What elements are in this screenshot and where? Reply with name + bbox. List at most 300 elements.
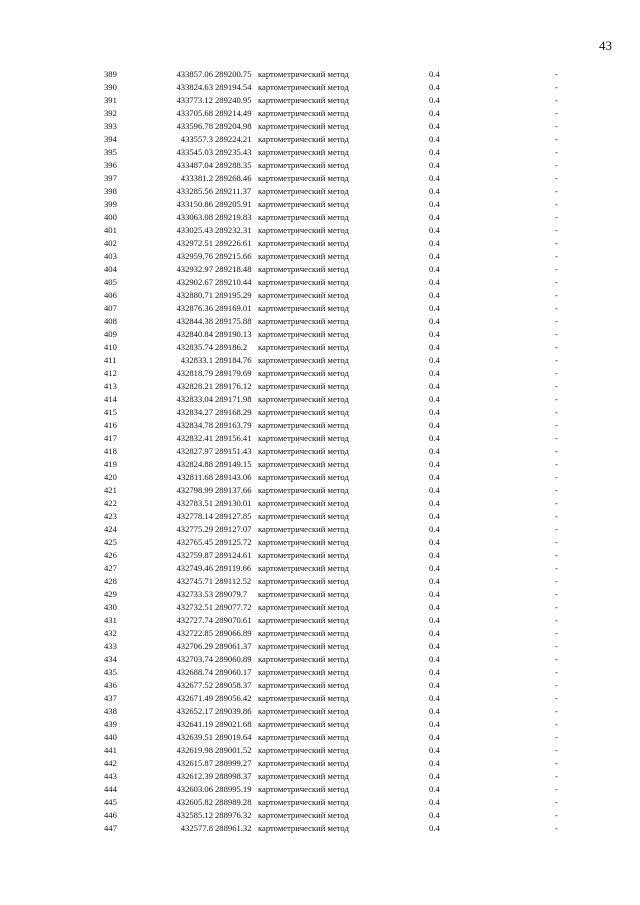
table-row — [0, 601, 640, 614]
coordinate-x: 433487.04 — [176, 160, 213, 170]
point-number: 399 — [104, 199, 117, 209]
coordinate-y: 289130.01 — [215, 498, 252, 508]
note-dash: - — [555, 316, 558, 326]
coordinate-x: 432706.29 — [176, 641, 213, 651]
method-text: картометрический метод — [258, 745, 349, 755]
note-dash: - — [555, 680, 558, 690]
table-row — [0, 822, 640, 835]
error-value: 0.4 — [429, 355, 440, 365]
point-number: 432 — [104, 628, 117, 638]
note-dash: - — [555, 95, 558, 105]
note-dash: - — [555, 160, 558, 170]
coordinate-x: 432775.29 — [176, 524, 213, 534]
coordinate-y: 288999.27 — [215, 758, 252, 768]
coordinate-y: 289021.68 — [215, 719, 252, 729]
note-dash: - — [555, 407, 558, 417]
method-text: картометрический метод — [258, 251, 349, 261]
point-number: 445 — [104, 797, 117, 807]
error-value: 0.4 — [429, 420, 440, 430]
table-row — [0, 94, 640, 107]
method-text: картометрический метод — [258, 212, 349, 222]
table-row — [0, 575, 640, 588]
method-text: картометрический метод — [258, 706, 349, 716]
error-value: 0.4 — [429, 290, 440, 300]
coordinate-y: 289226.61 — [215, 238, 252, 248]
coordinate-x: 433063.08 — [176, 212, 213, 222]
note-dash: - — [555, 485, 558, 495]
error-value: 0.4 — [429, 654, 440, 664]
table-row — [0, 679, 640, 692]
coordinate-x: 432818.79 — [176, 368, 213, 378]
coordinate-x: 433025.43 — [176, 225, 213, 235]
point-number: 442 — [104, 758, 117, 768]
point-number: 409 — [104, 329, 117, 339]
coordinate-x: 432811.68 — [176, 472, 213, 482]
coordinate-x: 432759.87 — [176, 550, 213, 560]
error-value: 0.4 — [429, 134, 440, 144]
error-value: 0.4 — [429, 446, 440, 456]
note-dash: - — [555, 290, 558, 300]
note-dash: - — [555, 667, 558, 677]
point-number: 411 — [104, 355, 117, 365]
table-row — [0, 276, 640, 289]
error-value: 0.4 — [429, 82, 440, 92]
error-value: 0.4 — [429, 485, 440, 495]
coordinate-y: 288976.32 — [215, 810, 252, 820]
method-text: картометрический метод — [258, 797, 349, 807]
method-text: картометрический метод — [258, 121, 349, 131]
method-text: картометрический метод — [258, 576, 349, 586]
error-value: 0.4 — [429, 407, 440, 417]
point-number: 431 — [104, 615, 117, 625]
note-dash: - — [555, 745, 558, 755]
coordinate-x: 432880.71 — [176, 290, 213, 300]
error-value: 0.4 — [429, 329, 440, 339]
method-text: картометрический метод — [258, 537, 349, 547]
error-value: 0.4 — [429, 394, 440, 404]
coordinate-y: 289214.49 — [215, 108, 252, 118]
table-row — [0, 172, 640, 185]
coordinate-x: 432840.84 — [176, 329, 213, 339]
error-value: 0.4 — [429, 641, 440, 651]
coordinate-y: 289210.44 — [215, 277, 252, 287]
coordinate-x: 432577.8 — [180, 823, 213, 833]
coordinate-x: 432671.49 — [176, 693, 213, 703]
coordinate-y: 289240.95 — [215, 95, 252, 105]
coordinate-y: 289171.98 — [215, 394, 252, 404]
error-value: 0.4 — [429, 563, 440, 573]
error-value: 0.4 — [429, 498, 440, 508]
error-value: 0.4 — [429, 303, 440, 313]
note-dash: - — [555, 121, 558, 131]
coordinate-x: 432844.38 — [176, 316, 213, 326]
coordinate-x: 433557.3 — [180, 134, 213, 144]
point-number: 400 — [104, 212, 117, 222]
table-row — [0, 562, 640, 575]
method-text: картометрический метод — [258, 810, 349, 820]
coordinate-x: 432932.97 — [176, 264, 213, 274]
method-text: картометрический метод — [258, 485, 349, 495]
error-value: 0.4 — [429, 251, 440, 261]
point-number: 440 — [104, 732, 117, 742]
note-dash: - — [555, 108, 558, 118]
method-text: картометрический метод — [258, 433, 349, 443]
method-text: картометрический метод — [258, 511, 349, 521]
coordinate-y: 289184.76 — [215, 355, 252, 365]
error-value: 0.4 — [429, 589, 440, 599]
coordinate-x: 432677.52 — [176, 680, 213, 690]
table-row — [0, 770, 640, 783]
coordinate-x: 432798.99 — [176, 485, 213, 495]
table-row — [0, 107, 640, 120]
error-value: 0.4 — [429, 745, 440, 755]
method-text: картометрический метод — [258, 615, 349, 625]
table-row — [0, 250, 640, 263]
error-value: 0.4 — [429, 628, 440, 638]
point-number: 403 — [104, 251, 117, 261]
coordinate-y: 289019.64 — [215, 732, 252, 742]
error-value: 0.4 — [429, 264, 440, 274]
table-row — [0, 185, 640, 198]
method-text: картометрический метод — [258, 628, 349, 638]
note-dash: - — [555, 706, 558, 716]
point-number: 412 — [104, 368, 117, 378]
error-value: 0.4 — [429, 693, 440, 703]
coordinate-y: 289195.29 — [215, 290, 252, 300]
coordinate-x: 432832.41 — [176, 433, 213, 443]
table-row — [0, 302, 640, 315]
coordinate-y: 289186.2 — [215, 342, 248, 352]
table-row — [0, 523, 640, 536]
coordinate-x: 433150.86 — [176, 199, 213, 209]
note-dash: - — [555, 810, 558, 820]
note-dash: - — [555, 615, 558, 625]
coordinate-x: 432585.12 — [176, 810, 213, 820]
note-dash: - — [555, 628, 558, 638]
error-value: 0.4 — [429, 823, 440, 833]
point-number: 436 — [104, 680, 117, 690]
coordinate-y: 289149.15 — [215, 459, 252, 469]
coordinate-y: 288995.19 — [215, 784, 252, 794]
coordinate-y: 289058.37 — [215, 680, 252, 690]
point-number: 405 — [104, 277, 117, 287]
point-number: 391 — [104, 95, 117, 105]
note-dash: - — [555, 420, 558, 430]
method-text: картометрический метод — [258, 472, 349, 482]
method-text: картометрический метод — [258, 160, 349, 170]
coordinate-y: 289204.98 — [215, 121, 252, 131]
point-number: 402 — [104, 238, 117, 248]
coordinate-y: 289168.29 — [215, 407, 252, 417]
method-text: картометрический метод — [258, 342, 349, 352]
table-row — [0, 536, 640, 549]
method-text: картометрический метод — [258, 134, 349, 144]
coordinate-x: 433285.56 — [176, 186, 213, 196]
point-number: 413 — [104, 381, 117, 391]
coordinate-y: 289268.46 — [215, 173, 252, 183]
coordinate-y: 289156.41 — [215, 433, 252, 443]
note-dash: - — [555, 173, 558, 183]
coordinate-y: 289060.89 — [215, 654, 252, 664]
method-text: картометрический метод — [258, 173, 349, 183]
coordinate-x: 432824.88 — [176, 459, 213, 469]
error-value: 0.4 — [429, 173, 440, 183]
method-text: картометрический метод — [258, 758, 349, 768]
note-dash: - — [555, 342, 558, 352]
coordinate-x: 432765.45 — [176, 537, 213, 547]
point-number: 438 — [104, 706, 117, 716]
point-number: 423 — [104, 511, 117, 521]
method-text: картометрический метод — [258, 654, 349, 664]
point-number: 426 — [104, 550, 117, 560]
error-value: 0.4 — [429, 238, 440, 248]
note-dash: - — [555, 134, 558, 144]
note-dash: - — [555, 550, 558, 560]
point-number: 427 — [104, 563, 117, 573]
coordinate-x: 432833.1 — [180, 355, 213, 365]
coordinate-y: 289070.61 — [215, 615, 252, 625]
method-text: картометрический метод — [258, 186, 349, 196]
point-number: 424 — [104, 524, 117, 534]
method-text: картометрический метод — [258, 563, 349, 573]
table-row — [0, 471, 640, 484]
method-text: картометрический метод — [258, 459, 349, 469]
method-text: картометрический метод — [258, 381, 349, 391]
table-row — [0, 419, 640, 432]
coordinate-x: 432612.39 — [176, 771, 213, 781]
error-value: 0.4 — [429, 615, 440, 625]
point-number: 441 — [104, 745, 117, 755]
point-number: 430 — [104, 602, 117, 612]
point-number: 437 — [104, 693, 117, 703]
point-number: 390 — [104, 82, 117, 92]
coordinate-y: 289124.61 — [215, 550, 252, 560]
error-value: 0.4 — [429, 212, 440, 222]
table-row — [0, 367, 640, 380]
table-row — [0, 757, 640, 770]
point-number: 414 — [104, 394, 117, 404]
point-number: 417 — [104, 433, 117, 443]
coordinate-x: 432834.27 — [176, 407, 213, 417]
error-value: 0.4 — [429, 342, 440, 352]
note-dash: - — [555, 823, 558, 833]
table-row — [0, 133, 640, 146]
table-row — [0, 393, 640, 406]
table-row — [0, 237, 640, 250]
point-number: 406 — [104, 290, 117, 300]
table-row — [0, 744, 640, 757]
coordinate-y: 289125.72 — [215, 537, 252, 547]
point-number: 395 — [104, 147, 117, 157]
note-dash: - — [555, 381, 558, 391]
coordinate-y: 289218.48 — [215, 264, 252, 274]
coordinate-y: 289169.01 — [215, 303, 252, 313]
point-number: 446 — [104, 810, 117, 820]
coordinate-y: 289219.83 — [215, 212, 252, 222]
note-dash: - — [555, 576, 558, 586]
error-value: 0.4 — [429, 719, 440, 729]
coordinate-x: 432876.36 — [176, 303, 213, 313]
point-number: 407 — [104, 303, 117, 313]
point-number: 428 — [104, 576, 117, 586]
method-text: картометрический метод — [258, 641, 349, 651]
table-row — [0, 445, 640, 458]
method-text: картометрический метод — [258, 719, 349, 729]
table-row — [0, 627, 640, 640]
table-row — [0, 458, 640, 471]
error-value: 0.4 — [429, 95, 440, 105]
coordinate-y: 289066.89 — [215, 628, 252, 638]
table-row — [0, 432, 640, 445]
coordinate-x: 432972.51 — [176, 238, 213, 248]
note-dash: - — [555, 212, 558, 222]
coordinate-x: 433824.63 — [176, 82, 213, 92]
coordinate-x: 432722.85 — [176, 628, 213, 638]
method-text: картометрический метод — [258, 368, 349, 378]
table-row — [0, 731, 640, 744]
note-dash: - — [555, 498, 558, 508]
error-value: 0.4 — [429, 459, 440, 469]
error-value: 0.4 — [429, 706, 440, 716]
coordinate-x: 432778.14 — [176, 511, 213, 521]
coordinate-y: 289143.06 — [215, 472, 252, 482]
coordinate-y: 288989.28 — [215, 797, 252, 807]
note-dash: - — [555, 459, 558, 469]
coordinate-x: 433857.06 — [176, 69, 213, 79]
table-row — [0, 120, 640, 133]
point-number: 415 — [104, 407, 117, 417]
error-value: 0.4 — [429, 69, 440, 79]
coordinate-y: 289211.37 — [215, 186, 252, 196]
error-value: 0.4 — [429, 472, 440, 482]
note-dash: - — [555, 69, 558, 79]
method-text: картометрический метод — [258, 550, 349, 560]
table-row — [0, 783, 640, 796]
coordinate-x: 432615.87 — [176, 758, 213, 768]
method-text: картометрический метод — [258, 290, 349, 300]
note-dash: - — [555, 303, 558, 313]
coordinate-x: 432603.06 — [176, 784, 213, 794]
point-number: 401 — [104, 225, 117, 235]
coordinate-y: 289215.66 — [215, 251, 252, 261]
method-text: картометрический метод — [258, 277, 349, 287]
method-text: картометрический метод — [258, 264, 349, 274]
coordinate-y: 289190.13 — [215, 329, 252, 339]
note-dash: - — [555, 771, 558, 781]
table-row — [0, 705, 640, 718]
coordinate-y: 289235.43 — [215, 147, 252, 157]
error-value: 0.4 — [429, 537, 440, 547]
note-dash: - — [555, 537, 558, 547]
error-value: 0.4 — [429, 160, 440, 170]
coordinate-x: 432828.21 — [176, 381, 213, 391]
coordinate-y: 289176.12 — [215, 381, 252, 391]
error-value: 0.4 — [429, 121, 440, 131]
coordinate-y: 289288.35 — [215, 160, 252, 170]
point-number: 398 — [104, 186, 117, 196]
point-number: 418 — [104, 446, 117, 456]
note-dash: - — [555, 758, 558, 768]
coordinate-x: 432833.04 — [176, 394, 213, 404]
method-text: картометрический метод — [258, 680, 349, 690]
coordinate-x: 432733.53 — [176, 589, 213, 599]
coordinate-y: 289039.86 — [215, 706, 252, 716]
method-text: картометрический метод — [258, 95, 349, 105]
error-value: 0.4 — [429, 511, 440, 521]
point-number: 425 — [104, 537, 117, 547]
note-dash: - — [555, 433, 558, 443]
error-value: 0.4 — [429, 810, 440, 820]
point-number: 439 — [104, 719, 117, 729]
coordinate-x: 432641.19 — [176, 719, 213, 729]
point-number: 396 — [104, 160, 117, 170]
coordinate-y: 289194.54 — [215, 82, 252, 92]
method-text: картометрический метод — [258, 524, 349, 534]
point-number: 404 — [104, 264, 117, 274]
coordinate-y: 289127.07 — [215, 524, 252, 534]
point-number: 434 — [104, 654, 117, 664]
note-dash: - — [555, 732, 558, 742]
coordinate-y: 289061.37 — [215, 641, 252, 651]
note-dash: - — [555, 602, 558, 612]
point-number: 420 — [104, 472, 117, 482]
table-row — [0, 354, 640, 367]
error-value: 0.4 — [429, 368, 440, 378]
method-text: картометрический метод — [258, 407, 349, 417]
error-value: 0.4 — [429, 680, 440, 690]
error-value: 0.4 — [429, 550, 440, 560]
table-row — [0, 666, 640, 679]
coordinate-x: 432688.74 — [176, 667, 213, 677]
coordinate-y: 289079.7 — [215, 589, 248, 599]
coordinate-x: 432783.51 — [176, 498, 213, 508]
error-value: 0.4 — [429, 225, 440, 235]
table-row — [0, 484, 640, 497]
point-number: 416 — [104, 420, 117, 430]
coordinate-y: 289200.75 — [215, 69, 252, 79]
method-text: картометрический метод — [258, 225, 349, 235]
coordinate-x: 432745.71 — [176, 576, 213, 586]
note-dash: - — [555, 82, 558, 92]
table-row — [0, 614, 640, 627]
error-value: 0.4 — [429, 602, 440, 612]
method-text: картометрический метод — [258, 394, 349, 404]
table-row — [0, 211, 640, 224]
table-row — [0, 809, 640, 822]
coordinate-y: 289119.66 — [215, 563, 252, 573]
error-value: 0.4 — [429, 758, 440, 768]
coordinate-y: 289137.66 — [215, 485, 252, 495]
point-number: 421 — [104, 485, 117, 495]
coordinate-x: 433773.12 — [176, 95, 213, 105]
error-value: 0.4 — [429, 771, 440, 781]
coordinate-y: 289056.42 — [215, 693, 252, 703]
coordinate-y: 289001.52 — [215, 745, 252, 755]
coordinate-x: 432835.74 — [176, 342, 213, 352]
table-row — [0, 510, 640, 523]
note-dash: - — [555, 329, 558, 339]
error-value: 0.4 — [429, 147, 440, 157]
note-dash: - — [555, 784, 558, 794]
coordinate-y: 289232.31 — [215, 225, 252, 235]
coordinate-y: 289175.88 — [215, 316, 252, 326]
note-dash: - — [555, 199, 558, 209]
method-text: картометрический метод — [258, 589, 349, 599]
table-row — [0, 718, 640, 731]
note-dash: - — [555, 251, 558, 261]
error-value: 0.4 — [429, 784, 440, 794]
note-dash: - — [555, 238, 558, 248]
